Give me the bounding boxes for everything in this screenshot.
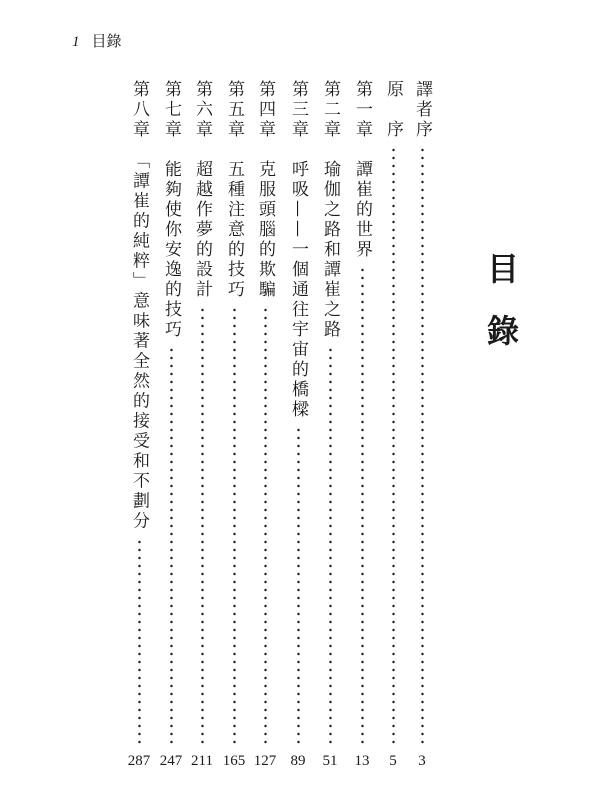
- toc-entry-page: 51: [322, 753, 338, 769]
- toc-leader-dots: [329, 346, 332, 744]
- header-page-number: 1: [72, 34, 80, 50]
- toc-leader-dots: [361, 266, 364, 744]
- toc-leader-dots: [233, 306, 236, 744]
- toc-entry-page: 165: [222, 753, 246, 769]
- running-header: [72, 30, 122, 51]
- toc-entry-chapter-8[interactable]: [127, 80, 151, 770]
- header-section-title: 目錄: [91, 32, 122, 50]
- toc-entry-title: 第六章 超越作夢的設計: [192, 80, 212, 300]
- page-title: 目錄: [482, 252, 520, 376]
- toc-entry-title: 第七章 能夠使你安逸的技巧: [161, 80, 181, 340]
- toc-entry-title: 第八章 「譚崔的純粹」意味著全然的接受和不劃分: [129, 80, 149, 532]
- toc-entry-page: 89: [290, 753, 306, 769]
- toc-entry-chapter-3[interactable]: [286, 80, 310, 770]
- toc-leader-dots: [264, 306, 267, 744]
- toc-entry-chapter-7[interactable]: [159, 80, 183, 770]
- toc-entry-chapter-2[interactable]: [318, 80, 342, 770]
- toc-entry-chapter-1[interactable]: [350, 80, 374, 770]
- toc-leader-dots: [421, 146, 424, 744]
- toc-entry-title: 第四章 克服頭腦的欺騙: [255, 80, 275, 300]
- toc-entry-title: 第五章 五種注意的技巧: [224, 80, 244, 300]
- toc-entry-page: 127: [253, 753, 277, 769]
- toc-entry-chapter-5[interactable]: [222, 80, 246, 770]
- toc-entry-page: 211: [191, 753, 213, 769]
- toc-entry-title: 譯者序: [412, 80, 432, 140]
- toc-entry-page: 3: [418, 753, 426, 769]
- toc-entry-title: 第三章 呼吸——一個通往宇宙的橋樑: [288, 80, 308, 420]
- toc-entry-translator-preface[interactable]: [410, 80, 434, 770]
- toc-entry-chapter-4[interactable]: [253, 80, 277, 770]
- toc-entry-title: 原 序: [383, 80, 403, 140]
- toc-entry-page: 247: [159, 753, 183, 769]
- toc-entry-original-preface[interactable]: [381, 80, 405, 770]
- toc-entry-page: 287: [127, 753, 151, 769]
- toc-entry-page: 13: [354, 753, 370, 769]
- toc-entry-title: 第一章 譚崔的世界: [352, 80, 372, 260]
- toc-entry-chapter-6[interactable]: [190, 80, 214, 770]
- toc-leader-dots: [297, 426, 300, 744]
- toc-entry-page: 5: [389, 753, 397, 769]
- toc-entry-title: 第二章 瑜伽之路和譚崔之路: [320, 80, 340, 340]
- toc-leader-dots: [170, 346, 173, 744]
- toc-leader-dots: [392, 146, 395, 744]
- toc-leader-dots: [138, 538, 141, 745]
- toc-leader-dots: [201, 306, 204, 744]
